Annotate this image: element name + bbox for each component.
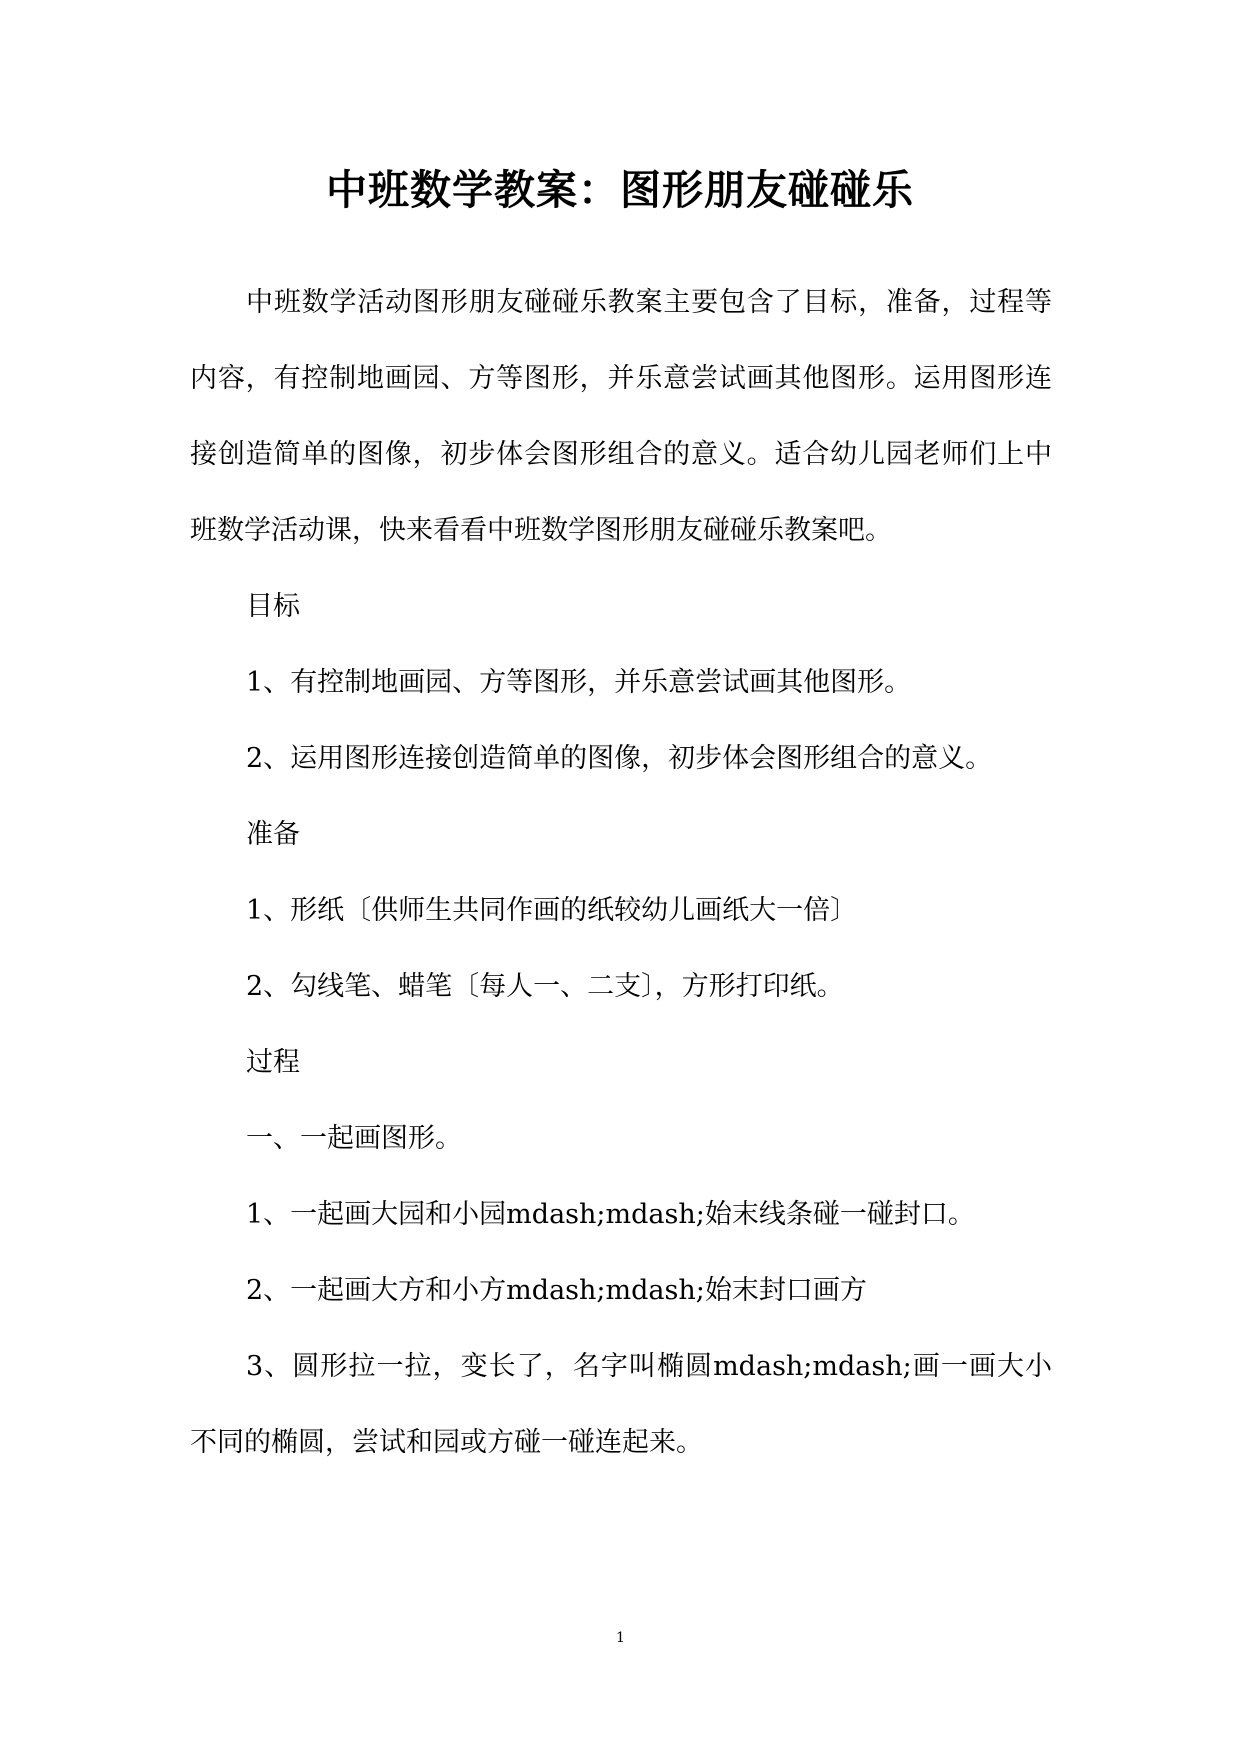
goal-item-2: 2、运用图形连接创造简单的图像，初步体会图形组合的意义。 xyxy=(246,743,993,774)
document-body xyxy=(190,265,1052,1481)
process-item-1: 1、一起画大园和小园mdash;mdash;始末线条碰一碰封口。 xyxy=(246,1199,975,1230)
preparation-item-1: 1、形纸〔供师生共同作画的纸较幼儿画纸大一倍〕 xyxy=(246,895,858,926)
document-title: 中班数学教案：图形朋友碰碰乐 xyxy=(326,166,914,214)
intro-paragraph: 中班数学活动图形朋友碰碰乐教案主要包含了目标，准备，过程等内容，有控制地画园、方等图形，并乐意尝试画其他图形。运用图形连接创造简单的图像，初步体会图形组合的意义。适合幼儿园老师们上中班数学活动课，快来看看中班数学图形朋友碰碰乐教案吧。 xyxy=(190,287,1052,546)
process-item-3: 3、圆形拉一拉，变长了，名字叫椭圆mdash;mdash;画一画大小不同的椭圆，尝试和园或方碰一碰连起来。 xyxy=(190,1351,1052,1458)
process-item-2: 2、一起画大方和小方mdash;mdash;始末封口画方 xyxy=(246,1275,867,1306)
page-number: 1 xyxy=(616,1630,625,1646)
section-heading-preparation: 准备 xyxy=(246,819,300,850)
section-heading-process: 过程 xyxy=(246,1047,300,1078)
goal-item-1: 1、有控制地画园、方等图形，并乐意尝试画其他图形。 xyxy=(246,667,912,698)
process-step-heading-1: 一、一起画图形。 xyxy=(246,1123,462,1154)
section-heading-goals: 目标 xyxy=(246,591,300,622)
preparation-item-2: 2、勾线笔、蜡笔〔每人一、二支〕，方形打印纸。 xyxy=(246,971,844,1002)
